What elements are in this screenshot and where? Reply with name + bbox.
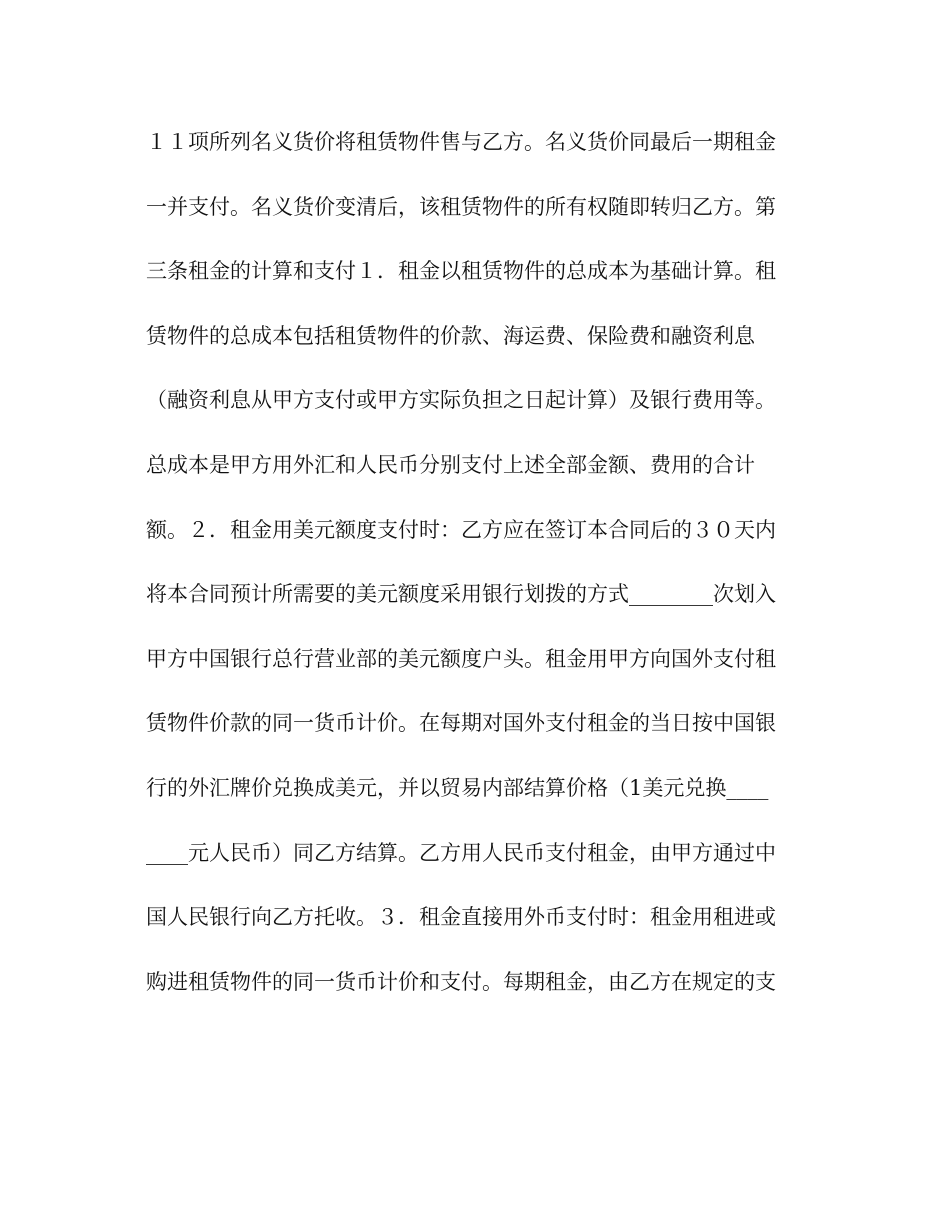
text-line-10: 赁物件价款的同一货币计价。在每期对国外支付租金的当日按中国银	[146, 711, 776, 736]
text-line-11: 行的外汇牌价兑换成美元，并以贸易内部结算价格（1美元兑换____	[146, 775, 769, 800]
text-line-14: 购进租赁物件的同一货币计价和支付。每期租金，由乙方在规定的支	[146, 969, 776, 994]
text-line-4: 赁物件的总成本包括租赁物件的价款、海运费、保险费和融资利息	[146, 323, 755, 348]
text-line-7: 额。２．租金用美元额度支付时：乙方应在签订本合同后的３０天内	[146, 517, 776, 542]
text-line-9: 甲方中国银行总行营业部的美元额度户头。租金用甲方向国外支付租	[146, 646, 776, 671]
text-line-6: 总成本是甲方用外汇和人民币分别支付上述全部金额、费用的合计	[146, 452, 755, 477]
contract-text-body	[146, 118, 806, 1022]
text-line-5: （融资利息从甲方支付或甲方实际负担之日起计算）及银行费用等。	[146, 388, 776, 413]
text-line-2: 一并支付。名义货价变清后，该租赁物件的所有权随即转归乙方。第	[146, 194, 776, 219]
text-line-12: ____元人民币）同乙方结算。乙方用人民币支付租金，由甲方通过中	[146, 840, 776, 865]
text-line-1: １１项所列名义货价将租赁物件售与乙方。名义货价同最后一期租金	[146, 130, 776, 154]
text-line-8: 将本合同预计所需要的美元额度采用银行划拨的方式________次划入	[146, 582, 776, 607]
text-line-13: 国人民银行向乙方托收。３．租金直接用外币支付时：租金用租进或	[146, 905, 776, 930]
text-line-3: 三条租金的计算和支付１．租金以租赁物件的总成本为基础计算。租	[146, 259, 776, 284]
